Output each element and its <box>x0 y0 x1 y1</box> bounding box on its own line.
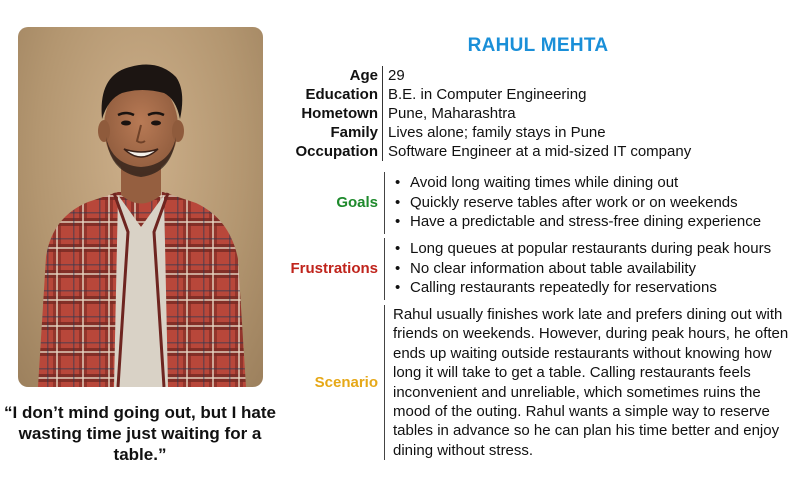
frustrations-section <box>280 238 790 300</box>
goals-label: Goals <box>336 194 378 212</box>
persona-details <box>280 66 790 161</box>
goals-list-container <box>384 172 761 234</box>
detail-row-age <box>280 66 790 85</box>
frustrations-list-container <box>384 238 771 300</box>
person-portrait-image <box>18 27 263 387</box>
detail-label: Family <box>330 124 378 141</box>
goal-item: • Have a predictable and stress-free dining experience <box>393 212 761 232</box>
detail-row-education <box>280 85 790 104</box>
persona-quote: “I don’t mind going out, but I hate wasting time just waiting for a table.” <box>4 403 276 464</box>
detail-value: B.E. in Computer Engineering <box>382 85 586 104</box>
detail-row-hometown <box>280 104 790 123</box>
persona-name: RAHUL MEHTA <box>467 35 609 56</box>
frustration-item: • No clear information about table availability <box>393 259 771 279</box>
frustrations-list <box>393 239 771 298</box>
scenario-text-container <box>384 305 789 460</box>
detail-label: Education <box>305 86 378 103</box>
detail-value: Pune, Maharashtra <box>382 104 516 123</box>
detail-value: Software Engineer at a mid-sized IT company <box>382 142 691 161</box>
detail-row-occupation <box>280 142 790 161</box>
scenario-text: Rahul usually finishes work late and prefers dining out with friends on weekends. However, during peak hours, he often ends up waiting outside restaurants without knowing how long it will take to get a table. Calling restaurants feels inconvenient and unreliable, which sometimes ruins the mood of the outing. Rahul wants a simple way to reserve tables in advance so he can plan his time better and enjoy dining without stress. <box>393 306 789 459</box>
detail-value: Lives alone; family stays in Pune <box>382 123 606 142</box>
scenario-label: Scenario <box>314 374 378 392</box>
goals-section <box>280 172 790 234</box>
detail-label: Age <box>349 67 378 84</box>
frustration-item: • Long queues at popular restaurants during peak hours <box>393 239 771 259</box>
goal-item: • Quickly reserve tables after work or on weekends <box>393 193 761 213</box>
detail-value: 29 <box>382 66 405 85</box>
scenario-section <box>280 305 790 460</box>
detail-row-family <box>280 123 790 142</box>
persona-photo <box>18 27 263 387</box>
goal-item: • Avoid long waiting times while dining out <box>393 173 761 193</box>
frustration-item: • Calling restaurants repeatedly for reservations <box>393 278 771 298</box>
frustrations-label: Frustrations <box>290 260 378 278</box>
detail-label: Occupation <box>295 143 378 160</box>
detail-label: Hometown <box>301 105 378 122</box>
goals-list <box>393 173 761 232</box>
